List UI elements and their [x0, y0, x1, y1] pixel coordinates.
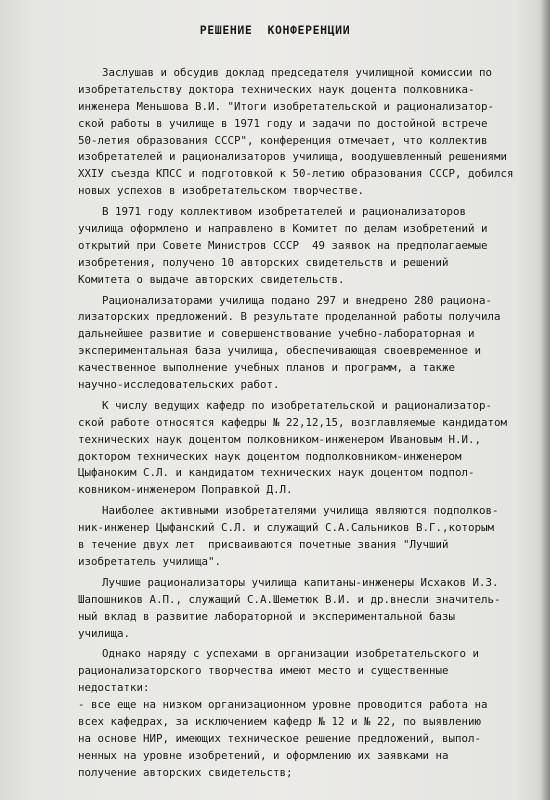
text-line: ный вклад в развитие лабораторной и экспериментальной базы	[78, 609, 456, 623]
text-line: лизаторских предложений. В результате проделанной работы получила	[78, 310, 501, 324]
text-line: 50-летия образования СССР", конференция отмечает, что коллектив	[78, 133, 488, 147]
page-edge-shadow	[540, 0, 550, 800]
text-line: новых успехов в изобретательском творчестве.	[78, 184, 365, 198]
text-line: дальнейшее развитие и совершенствование учебно-лабораторная и	[78, 327, 475, 341]
text-line: Цыфаноким С.Л. и кандидатом технических наук доцентом подпол-	[78, 466, 475, 480]
text-line: ХХIУ съезда КПСС и подготовкой к 50-летию образования СССР, добился	[78, 167, 514, 181]
text-line: училища оформлено и направлено в Комитет по делам изобретений и	[78, 222, 488, 236]
text-line: изобретательству доктора технических наук доцента полковника-	[78, 82, 475, 96]
text-line: доктором технических наук доцентом подполковником-инженером	[78, 449, 462, 463]
text-line: изобретения, получено 10 авторских свидетельств и решений	[78, 255, 449, 269]
text-line: К числу ведущих кафедр по изобретательской и рационализатор-	[102, 398, 493, 412]
text-line: на основе НИР, имеющих техническое решение предложений, выпол-	[78, 731, 482, 745]
text-line: экспериментальная база училища, обеспечивающая своевременное и	[78, 344, 482, 358]
text-line: инженера Меньшова В.И. "Итоги изобретательской и рационализатор-	[78, 99, 495, 113]
text-line: открытий при Совете Министров СССР 49 заявок на предполагаемые	[78, 238, 488, 252]
document-body	[78, 65, 550, 782]
text-line: научно-исследовательских работ.	[78, 378, 280, 392]
text-line: рационализаторского творчества имеют место и существенные	[78, 664, 449, 678]
text-line: недостатки:	[78, 681, 150, 695]
text-line: ской работе относятся кафедры № 22,12,15, возглавляемые кандидатом	[78, 415, 508, 429]
text-line: Рационализаторами училища подано 297 и внедрено 280 рациона-	[102, 293, 493, 307]
text-line: качественное выполнение учебных планов и программ, а также	[78, 361, 456, 375]
text-line: Комитета о выдаче авторских свидетельств.	[78, 272, 345, 286]
text-line: изобретатель училища".	[78, 554, 222, 568]
text-line: изобретателей и рационализаторов училища, воодушевленный решениями	[78, 150, 508, 164]
text-line: ник-инженер Цыфанский С.Л. и служащий С.А.Сальников В.Г.,которым	[78, 521, 495, 535]
text-line: Шапошников А.П., служащий С.А.Шеметюк В.И. и др.внесли значитель-	[78, 592, 501, 606]
text-line: Заслушав и обсудив доклад председателя училищной комиссии по	[102, 66, 493, 79]
text-line: ненных на уровне изобретений, и оформлению их заявками на	[78, 748, 449, 762]
text-line: Лучшие рационализаторы училища капитаны-инженеры Исхаков И.З.	[102, 575, 499, 589]
text-line: всех кафедрах, за исключением кафедр № 12 и № 22, по выявлению	[78, 714, 482, 728]
text-line: ковником-инженером Поправкой Д.Л.	[78, 483, 293, 497]
text-line: - все еще на низком организационном уровне проводится работа на	[78, 698, 488, 712]
document-title: РЕШЕНИЕ КОНФЕРЕНЦИИ	[199, 23, 351, 37]
text-line: В 1971 году коллективом изобретателей и рационализаторов	[102, 205, 467, 219]
text-line: технических наук доцентом полковником-инженером Ивановым Н.И.,	[78, 432, 482, 446]
text-line: училища.	[78, 626, 131, 640]
text-line: Наиболее активными изобретателями училища являются подполков-	[102, 504, 499, 518]
text-line: в течение двух лет присваиваются почетные звания "Лучший	[78, 538, 449, 552]
text-line: ской работы в училище в 1971 году и задачи по достойной встрече	[78, 116, 488, 130]
text-line: Однако наряду с успехами в организации изобретательского и	[102, 647, 480, 661]
text-line: получение авторских свидетельств;	[78, 765, 293, 779]
